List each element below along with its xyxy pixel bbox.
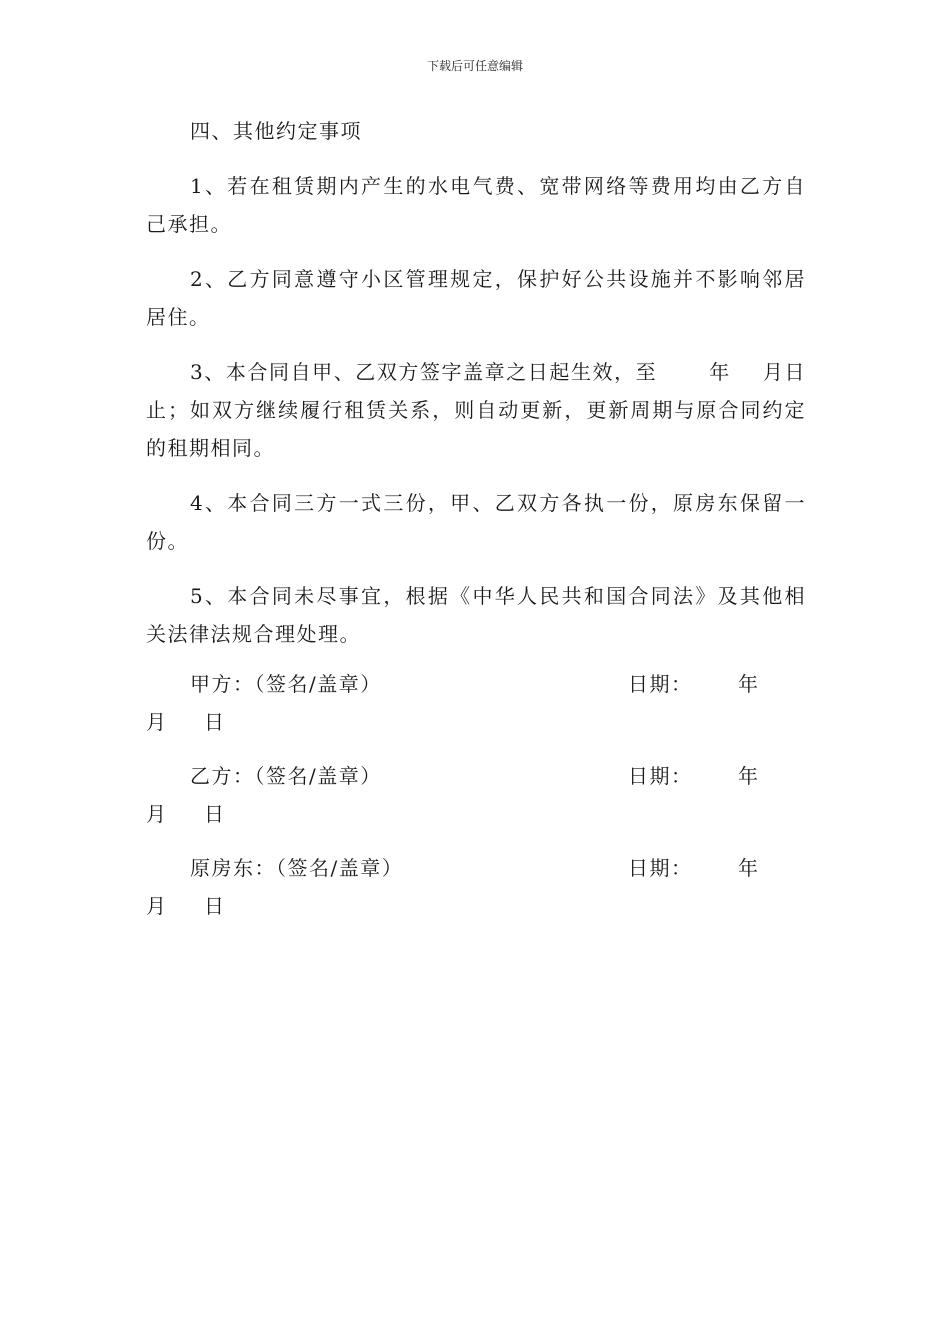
party-b-year: 年 (738, 764, 760, 788)
clause-3-before: 3、本合同自甲、乙双方签字盖章之日起生效，至 (190, 360, 658, 384)
party-a-month: 月 (146, 710, 168, 734)
signature-party-b (146, 757, 806, 833)
signature-party-a (146, 665, 806, 741)
landlord-label: 原房东：（签名/盖章） (190, 856, 404, 880)
section-heading: 四、其他约定事项 (190, 119, 362, 143)
signature-original-landlord (146, 849, 806, 925)
clause-1: 1、若在租赁期内产生的水电气费、宽带网络等费用均由乙方自己承担。 (146, 174, 806, 236)
header-note: 下载后可任意编辑 (426, 59, 523, 73)
party-b-month: 月 (146, 802, 168, 826)
clause-3-after: 日止；如双方继续履行租赁关系，则自动更新，更新周期与原合同约定的租期相同。 (146, 360, 806, 460)
clause-3-year: 年 (709, 360, 731, 384)
party-b-date-label: 日期： (628, 764, 693, 788)
party-b-day: 日 (204, 802, 226, 826)
clause-3-month: 月 (762, 360, 785, 384)
party-a-year: 年 (738, 672, 760, 696)
clause-2: 2、乙方同意遵守小区管理规定，保护好公共设施并不影响邻居居住。 (146, 267, 806, 329)
party-a-date-label: 日期： (628, 672, 693, 696)
landlord-month: 月 (146, 894, 168, 918)
party-b-label: 乙方：（签名/盖章） (190, 764, 382, 788)
clause-3 (146, 353, 806, 467)
clause-4: 4、本合同三方一式三份，甲、乙双方各执一份，原房东保留一份。 (146, 491, 806, 553)
landlord-year: 年 (738, 856, 760, 880)
landlord-day: 日 (204, 894, 226, 918)
party-a-day: 日 (204, 710, 226, 734)
terms-section (146, 112, 806, 670)
clause-5: 5、本合同未尽事宜，根据《中华人民共和国合同法》及其他相关法律法规合理处理。 (146, 584, 806, 646)
party-a-label: 甲方：（签名/盖章） (190, 672, 382, 696)
landlord-date-label: 日期： (628, 856, 693, 880)
